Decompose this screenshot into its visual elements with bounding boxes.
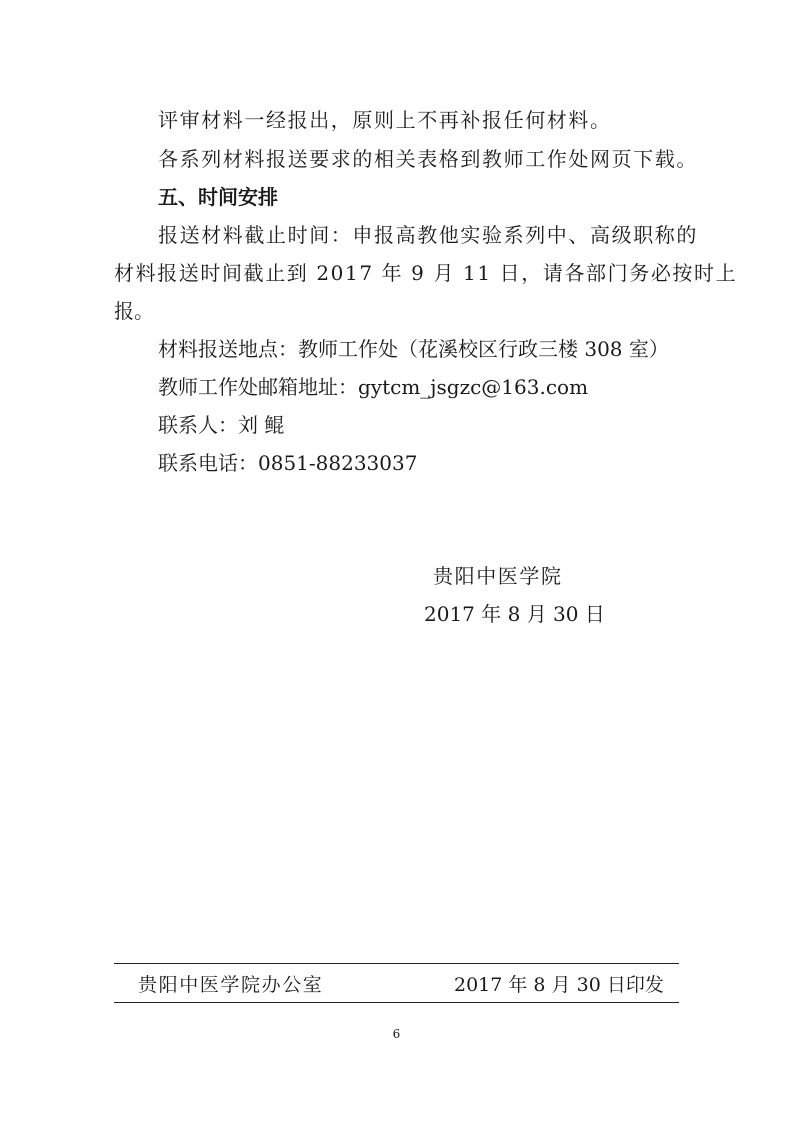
page-number: 6 bbox=[392, 1027, 401, 1041]
contact-phone: 联系电话：0851-88233037 bbox=[158, 451, 418, 475]
footer-issuer: 贵阳中医学院办公室 bbox=[138, 974, 324, 996]
signature-date: 2017 年 8 月 30 日 bbox=[424, 602, 605, 626]
footer-top-rule bbox=[114, 963, 679, 964]
footer-issue-date: 2017 年 8 月 30 日印发 bbox=[454, 974, 664, 996]
paragraph-no-resubmission: 评审材料一经报出，原则上不再补报任何材料。 bbox=[158, 108, 612, 132]
paragraph-deadline-line-3: 报。 bbox=[114, 299, 154, 323]
signature-organization: 贵阳中医学院 bbox=[433, 564, 563, 588]
paragraph-deadline-line-1: 报送材料截止时间：申报高教他实验系列中、高级职称的 bbox=[158, 223, 698, 247]
submission-location: 材料报送地点：教师工作处（花溪校区行政三楼 308 室） bbox=[158, 337, 669, 361]
footer-bottom-rule bbox=[114, 1002, 679, 1003]
section-heading-schedule: 五、时间安排 bbox=[158, 185, 278, 209]
paragraph-deadline-line-2: 材料报送时间截止到 2017 年 9 月 11 日，请各部门务必按时上 bbox=[114, 261, 738, 285]
paragraph-form-download: 各系列材料报送要求的相关表格到教师工作处网页下载。 bbox=[158, 147, 698, 171]
contact-person: 联系人：刘 鲲 bbox=[158, 413, 285, 437]
office-email: 教师工作处邮箱地址：gytcm_jsgzc@163.com bbox=[158, 375, 589, 399]
